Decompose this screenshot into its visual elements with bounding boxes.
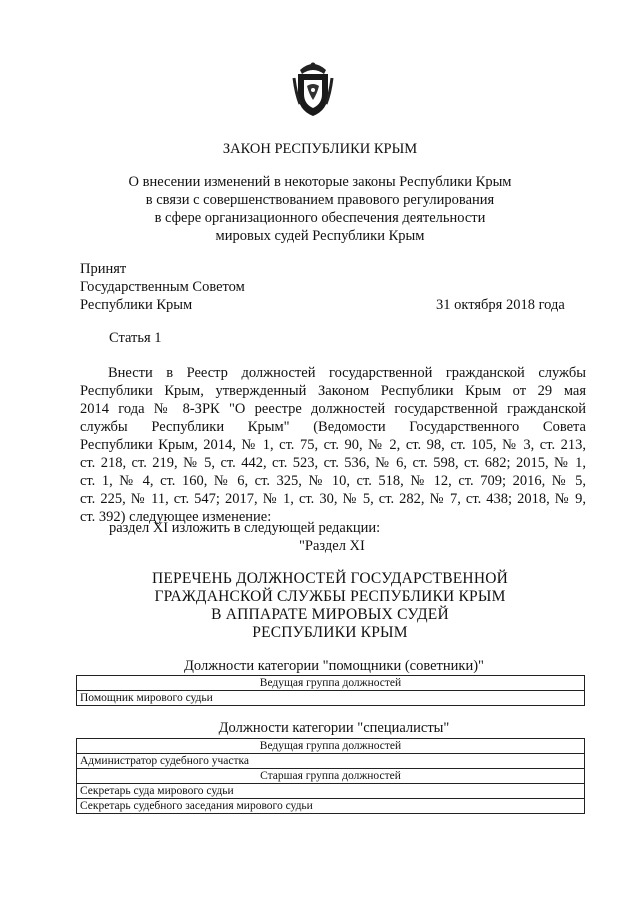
adopted-line: Республики Крым bbox=[80, 297, 193, 313]
positions-table-assistants bbox=[76, 675, 585, 706]
body-line: ст. 225, № 11, ст. 547; 2017, № 1, ст. 30, № 5, ст. 282, № 7, ст. 438; 2018, № 9, bbox=[80, 491, 586, 507]
adopted-line: Государственным Советом bbox=[80, 279, 245, 295]
table-row bbox=[77, 784, 585, 799]
table-row bbox=[77, 739, 585, 754]
list-title-line: ПЕРЕЧЕНЬ ДОЛЖНОСТЕЙ ГОСУДАРСТВЕННОЙ bbox=[151, 570, 509, 587]
position-cell: Администратор судебного участка bbox=[77, 754, 585, 769]
adoption-date: 31 октября 2018 года bbox=[436, 297, 565, 313]
positions-table-specialists bbox=[76, 738, 585, 814]
subtitle-line: мировых судей Республики Крым bbox=[215, 228, 425, 244]
list-title-line: РЕСПУБЛИКИ КРЫМ bbox=[252, 624, 408, 641]
body-line: ст. 392) следующее изменение: bbox=[80, 509, 272, 525]
position-cell: Помощник мирового судьи bbox=[77, 691, 585, 706]
category-title: Должности категории "помощники (советники)" bbox=[184, 658, 484, 674]
subtitle-line: О внесении изменений в некоторые законы Республики Крым bbox=[128, 174, 512, 190]
table-row bbox=[77, 691, 585, 706]
body-line: Внести в Реестр должностей государственной гражданской службы bbox=[108, 365, 586, 381]
law-title: ЗАКОН РЕСПУБЛИКИ КРЫМ bbox=[222, 141, 418, 157]
table-row bbox=[77, 676, 585, 691]
subtitle-line: в сфере организационного обеспечения деятельности bbox=[154, 210, 486, 226]
list-title-line: В АППАРАТЕ МИРОВЫХ СУДЕЙ bbox=[211, 606, 449, 623]
body-line: Республики Крым, 2014, № 1, ст. 75, ст. 90, № 2, ст. 98, ст. 105, № 3, ст. 213, bbox=[80, 437, 586, 453]
body-line: службы Республики Крым" (Ведомости Государственного Совета bbox=[80, 419, 586, 435]
group-cell: Ведущая группа должностей bbox=[77, 739, 585, 754]
body-line: ст. 1, № 4, ст. 160, № 6, ст. 325, № 10, ст. 518, № 12, ст. 709; 2016, № 5, bbox=[80, 473, 586, 489]
body-line: 2014 года № 8-ЗРК "О реестре должностей государственной гражданской bbox=[80, 401, 586, 417]
group-cell: Старшая группа должностей bbox=[77, 769, 585, 784]
list-title-line: ГРАЖДАНСКОЙ СЛУЖБЫ РЕСПУБЛИКИ КРЫМ bbox=[154, 588, 506, 605]
category-title: Должности категории "специалисты" bbox=[218, 720, 450, 736]
body-line: ст. 218, ст. 219, № 5, ст. 442, ст. 523, ст. 536, № 6, ст. 598, ст. 682; 2015, № 1, bbox=[80, 455, 586, 471]
table-row bbox=[77, 799, 585, 814]
body-line: Республики Крым, утвержденный Законом Республики Крым от 29 мая bbox=[80, 383, 586, 399]
table-row bbox=[77, 754, 585, 769]
position-cell: Секретарь суда мирового судьи bbox=[77, 784, 585, 799]
instruction: раздел XI изложить в следующей редакции: bbox=[109, 520, 381, 536]
subtitle-line: в связи с совершенствованием правового регулирования bbox=[145, 192, 495, 208]
adopted-line: Принят bbox=[80, 261, 127, 277]
position-cell: Секретарь судебного заседания мирового судьи bbox=[77, 799, 585, 814]
section-label: "Раздел XI bbox=[299, 538, 365, 554]
group-cell: Ведущая группа должностей bbox=[77, 676, 585, 691]
article-heading: Статья 1 bbox=[109, 330, 162, 346]
crimea-coat-of-arms-icon bbox=[292, 60, 334, 118]
table-row bbox=[77, 769, 585, 784]
